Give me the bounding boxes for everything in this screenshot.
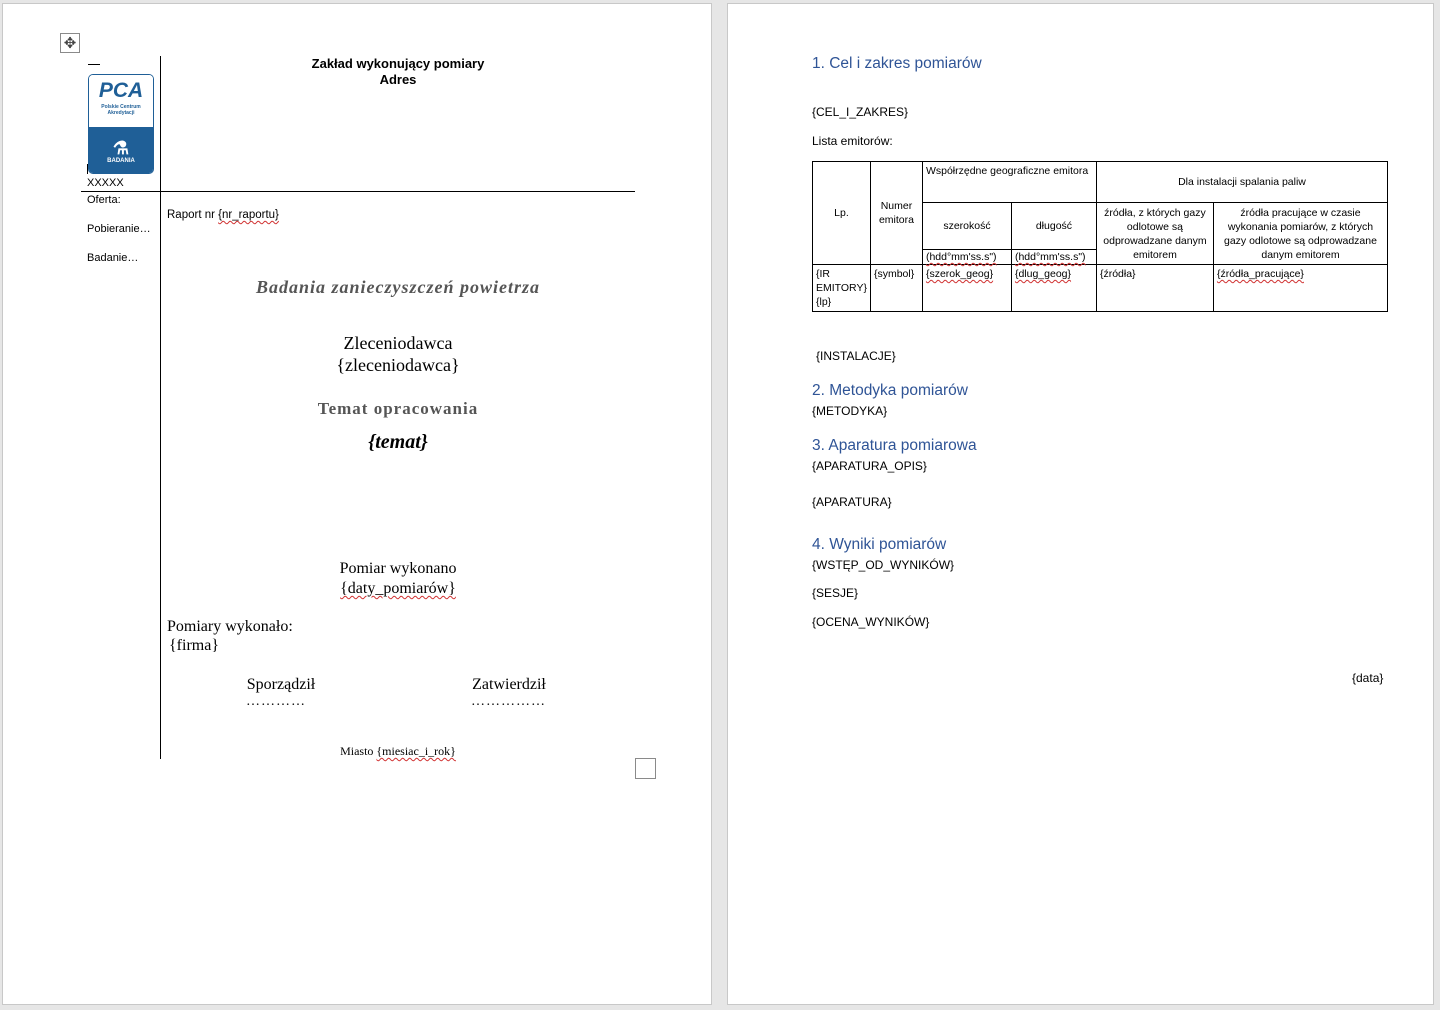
text-cursor-mark (87, 164, 88, 174)
emitters-table (812, 161, 1388, 312)
measured-dates-line (163, 580, 633, 598)
lab-address: Adres (379, 72, 417, 87)
city-date-line (163, 744, 633, 759)
approved-by-dots: …………… (471, 694, 546, 709)
metodyka-placeholder: {METODYKA} (812, 404, 888, 418)
measured-dates-placeholder: {daty_pomiarów} (340, 580, 456, 597)
header-zrodla-pracujace: źródła pracujące w czasie wykonania pomiarów, z których gazy odlotowe są odprowadzane danym emitorem (1213, 203, 1387, 265)
prepared-by-label: Sporządził (246, 676, 316, 693)
left-item-pobieranie: Pobieranie… (87, 223, 151, 235)
aparatura-placeholder: {APARATURA} (812, 495, 892, 509)
main-title: Badania zanieczyszczeń powietrza (255, 277, 541, 297)
header-dlugosc: długość (1011, 203, 1096, 250)
pca-logo (88, 74, 154, 174)
date-placeholder: {data} (1352, 671, 1384, 685)
city-label: Miasto (340, 744, 377, 758)
document-page-2 (727, 3, 1434, 1005)
measured-label: Pomiar wykonano (339, 560, 457, 577)
lab-name: Zakład wykonujący pomiary (311, 56, 485, 71)
header-format-szerokosc (922, 250, 1011, 265)
header-szerokosc: szerokość (922, 203, 1011, 250)
table-resize-handle[interactable] (635, 758, 656, 779)
horizontal-divider (81, 191, 635, 192)
header-numer-emitora: Numer emitora (870, 162, 922, 265)
wstep-placeholder: {WSTĘP_OD_WYNIKÓW} (812, 558, 955, 572)
emitters-label: Lista emitorów: (812, 134, 893, 148)
sesje-placeholder: {SESJE} (812, 586, 859, 600)
dash-mark (88, 64, 100, 65)
header-wspolrzedne: Współrzędne geograficzne emitora (922, 162, 1096, 203)
pca-logo-subtitle-2: Akredytacji (107, 110, 135, 116)
table-move-handle-icon[interactable]: ✥ (60, 33, 80, 53)
instalacje-placeholder: {INSTALACJE} (816, 349, 896, 363)
report-number-line (167, 209, 279, 221)
report-number-label: Raport nr (167, 209, 219, 221)
measured-by-label: Pomiary wykonało: (167, 618, 293, 635)
pca-logo-bottom-text: BADANIA (107, 158, 135, 164)
cell-zrodla: {źródła} (1096, 265, 1213, 312)
header-zrodla: źródła, z których gazy odlotowe są odprowadzane danym emitorem (1096, 203, 1213, 265)
header-format-dlugosc (1011, 250, 1096, 265)
cell-symbol: {symbol} (870, 265, 922, 312)
pca-logo-text: PCA (98, 79, 144, 102)
format-szerokosc-text: (hdd°mm'ss.s") (925, 251, 997, 263)
document-page-1 (2, 3, 712, 1005)
heading-aparatura: 3. Aparatura pomiarowa (812, 437, 977, 454)
format-dlugosc-text: (hdd°mm'ss.s") (1014, 251, 1086, 263)
left-item-oferta: Oferta: (87, 194, 121, 206)
topic-label: Temat opracowania (317, 399, 479, 418)
city-date-placeholder: {miesiac_i_rok} (376, 744, 456, 758)
cell-zrodla-pracujace-text: {źródła_pracujące} (1216, 268, 1304, 280)
approved-by-label: Zatwierdził (472, 676, 546, 693)
topic-placeholder: {temat} (368, 431, 428, 453)
cel-placeholder: {CEL_I_ZAKRES} (812, 105, 909, 119)
cell-dlugosc-text: {dlug_geog} (1014, 268, 1072, 280)
client-placeholder: {zleceniodawca} (336, 355, 460, 375)
left-item-badanie: Badanie… (87, 252, 139, 264)
cell-lp: {IR EMITORY}{lp} (813, 265, 871, 312)
cell-dlugosc (1011, 265, 1096, 312)
cell-szerokosc-text: {szerok_geog} (925, 268, 994, 280)
report-number-placeholder: {nr_raportu} (218, 209, 279, 221)
heading-metodyka: 2. Metodyka pomiarów (812, 382, 968, 399)
heading-cel-i-zakres: 1. Cel i zakres pomiarów (812, 55, 982, 72)
prepared-by-dots: ………… (246, 694, 306, 709)
header-instalacje-spalania: Dla instalacji spalania paliw (1096, 162, 1387, 203)
client-label: Zleceniodawca (343, 333, 453, 353)
flask-icon: ⚗ (112, 138, 130, 158)
pca-logo-subtitle-1: Polskie Centrum (101, 104, 141, 110)
table-row (813, 265, 1388, 312)
cell-szerokosc (922, 265, 1011, 312)
vertical-divider (160, 56, 161, 759)
firm-placeholder: {firma} (169, 637, 220, 654)
heading-wyniki: 4. Wyniki pomiarów (812, 536, 947, 553)
header-lp: Lp. (813, 162, 871, 265)
cell-zrodla-pracujace (1213, 265, 1387, 312)
aparatura-opis-placeholder: {APARATURA_OPIS} (812, 459, 927, 473)
ocena-placeholder: {OCENA_WYNIKÓW} (812, 615, 930, 629)
accreditation-number: XXXXX (87, 177, 124, 189)
